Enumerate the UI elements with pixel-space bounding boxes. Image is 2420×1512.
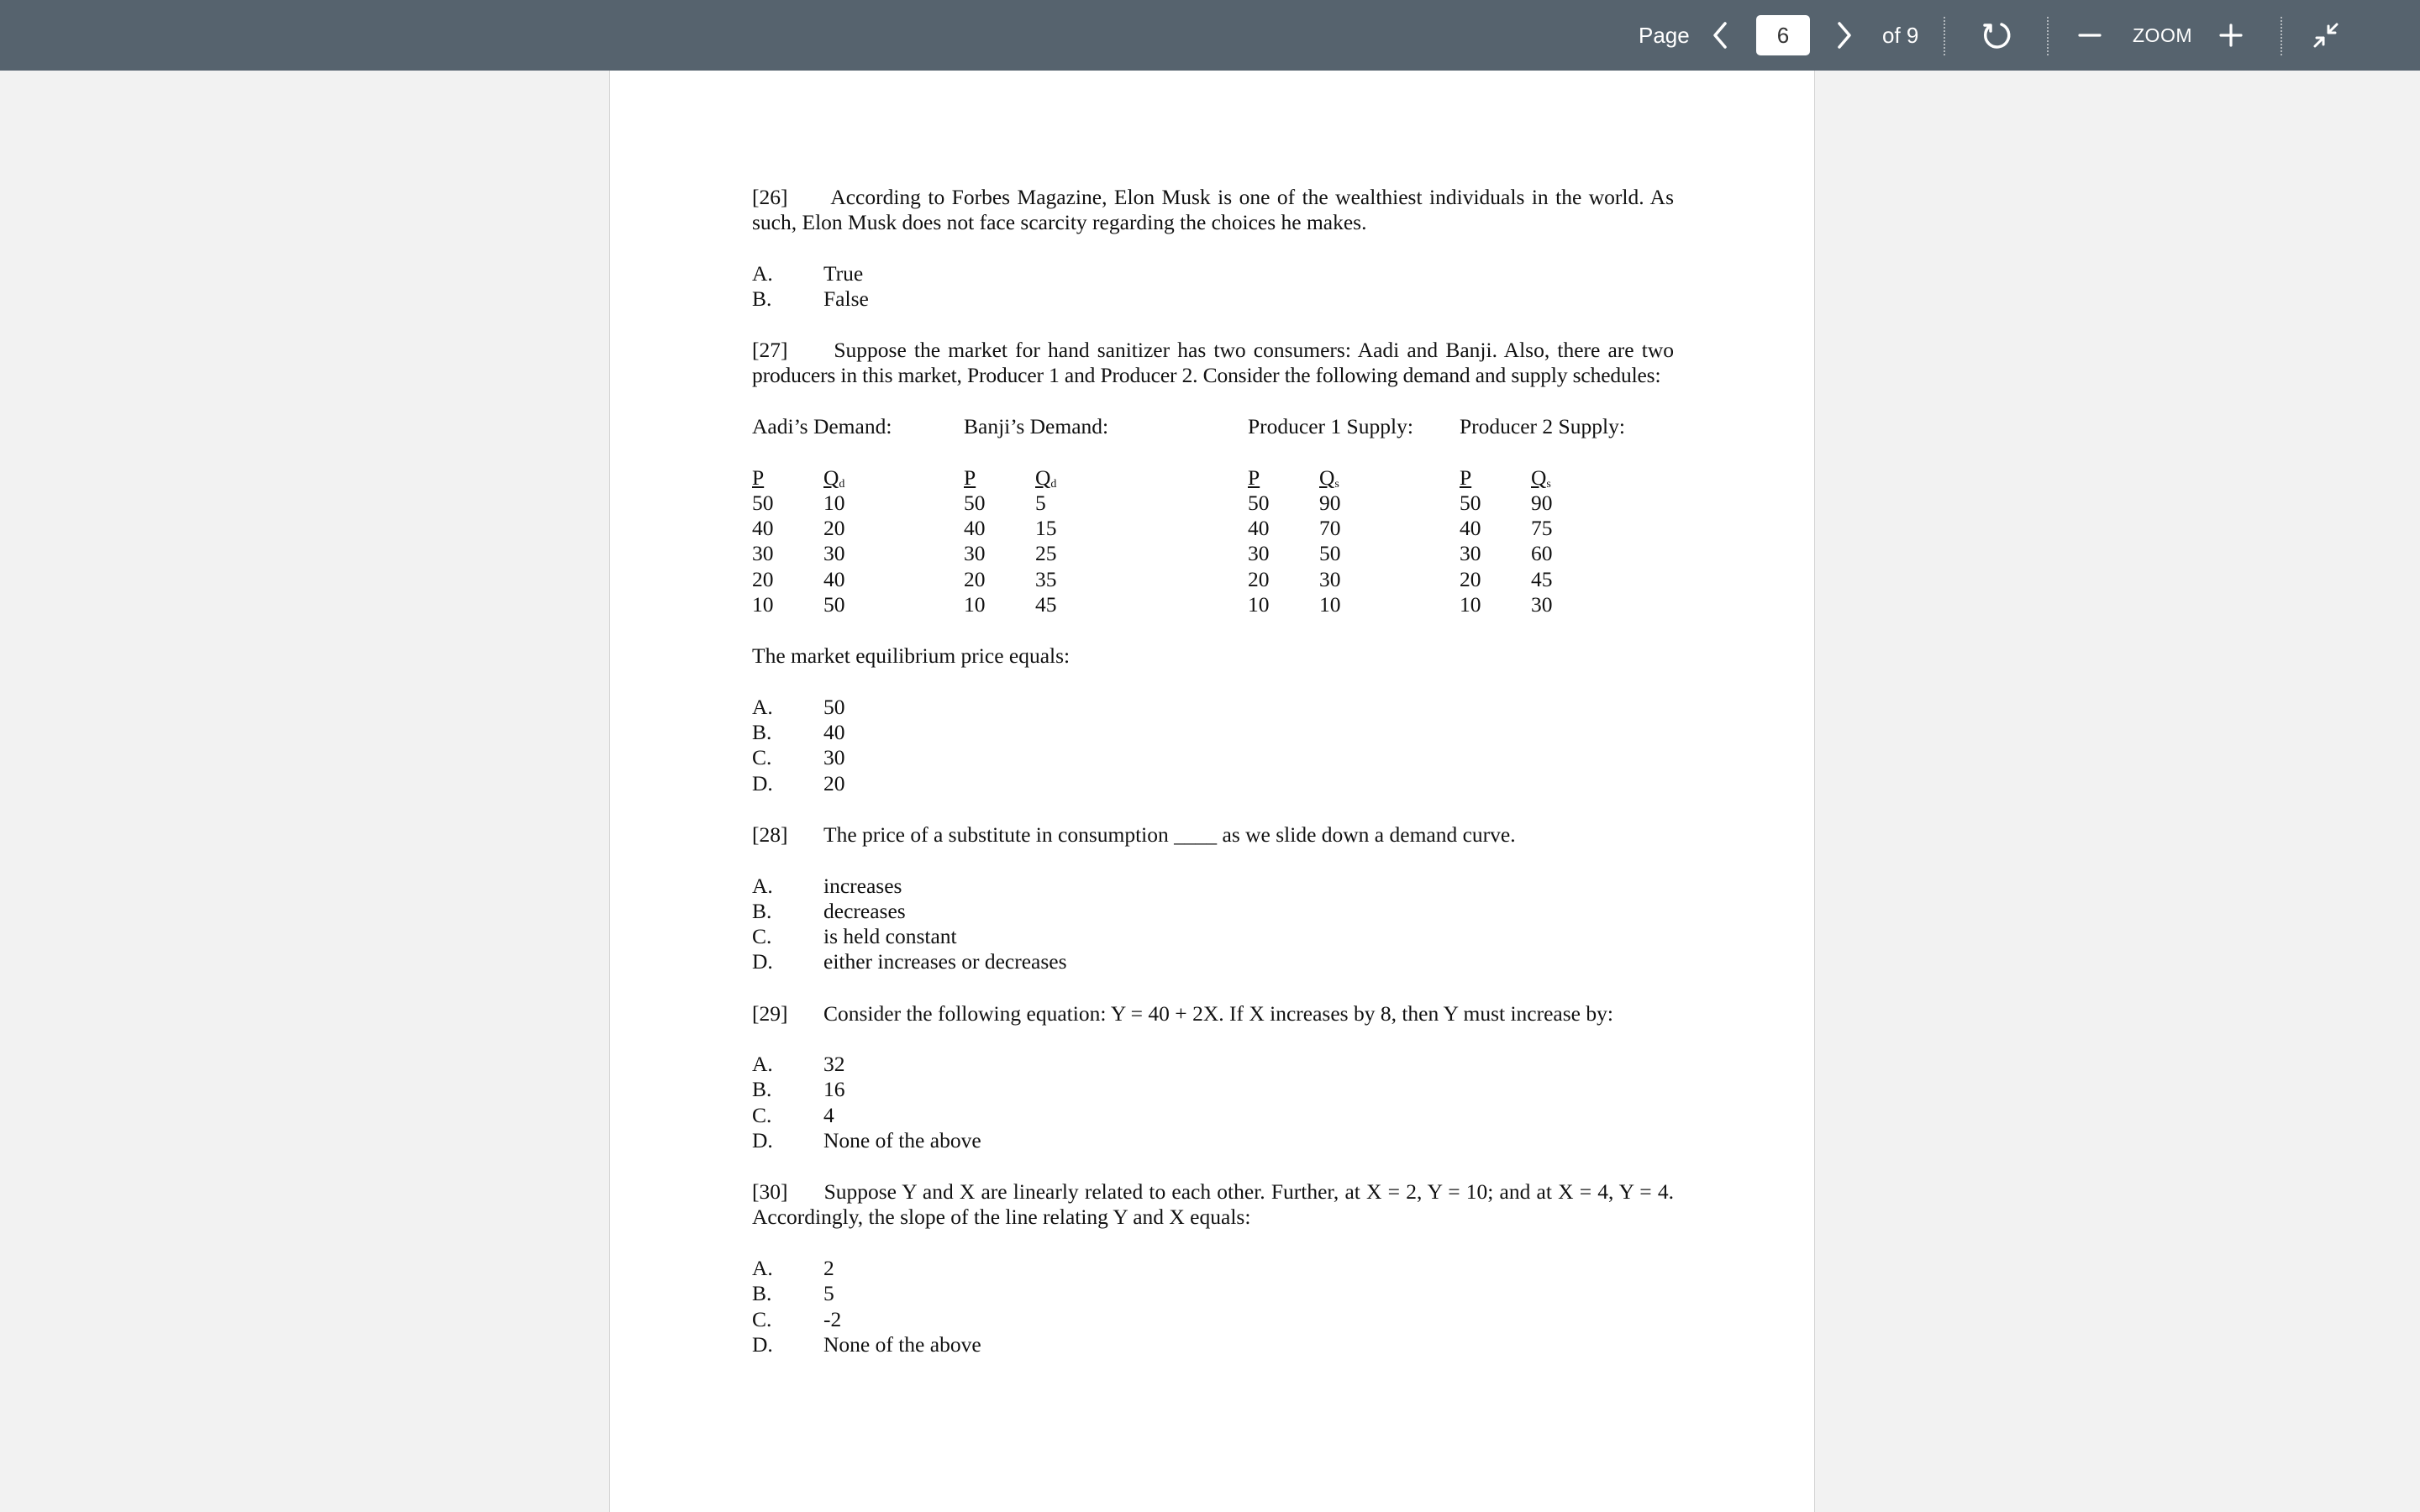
option-text: False [823, 286, 869, 311]
table-header-q: $Q_s$ [1319, 465, 1339, 491]
zoom-label: ZOOM [2133, 24, 2192, 46]
question-number: [28] [752, 822, 788, 847]
option-letter: A. [752, 874, 773, 898]
question-28-text: The price of a substitute in consumption ____ as we slide down a demand curve. [823, 822, 1516, 847]
table-header-p: P [964, 465, 976, 490]
rotate-icon [1980, 18, 2013, 52]
table-cell: 75 [1531, 516, 1553, 540]
table-cell: 45 [1035, 592, 1057, 617]
option-text: decreases [823, 899, 906, 923]
option-text: 5 [823, 1281, 834, 1305]
table-cell: 70 [1319, 516, 1341, 540]
table-cell: 50 [1319, 541, 1341, 565]
table-cell: 20 [964, 567, 986, 591]
pdf-toolbar [0, 0, 2420, 71]
question-27-line-1 [752, 338, 1674, 363]
option-text: True [823, 261, 864, 286]
toolbar-divider [2281, 17, 2282, 55]
table-cell: 15 [1035, 516, 1057, 540]
option-text: 32 [823, 1052, 845, 1076]
question-29-text: Consider the following equation: Y = 40 + 2X. If X increases by 8, then Y must increase by: [823, 1001, 1613, 1026]
table-cell: 10 [1248, 592, 1270, 617]
table-cell: 40 [752, 516, 774, 540]
next-page-button[interactable] [1830, 0, 1859, 71]
exit-fullscreen-button[interactable] [2307, 0, 2344, 71]
table-cell: 20 [1248, 567, 1270, 591]
plus-icon [2219, 24, 2243, 47]
zoom-out-button[interactable] [2075, 0, 2104, 71]
previous-page-button[interactable] [1706, 0, 1734, 71]
table-cell: 50 [752, 491, 774, 515]
table-header-p: P [1248, 465, 1260, 490]
option-letter: A. [752, 1052, 773, 1076]
option-text: increases [823, 874, 902, 898]
question-number: [27] [752, 338, 788, 362]
option-text: 16 [823, 1077, 845, 1101]
table-title: Aadi’s Demand: [752, 414, 892, 438]
page-number-input[interactable] [1756, 15, 1810, 55]
option-text: 50 [823, 695, 845, 719]
table-header-p: P [752, 465, 765, 490]
table-cell: 30 [1460, 541, 1481, 565]
table-cell: 30 [1531, 592, 1553, 617]
option-letter: B. [752, 1077, 772, 1101]
table-cell: 30 [752, 541, 774, 565]
question-26-line-2: such, Elon Musk does not face scarcity regarding the choices he makes. [752, 210, 1367, 234]
table-header-q: $Q_d$ [823, 465, 845, 491]
option-letter: D. [752, 771, 773, 795]
table-cell: 50 [1460, 491, 1481, 515]
table-cell: 50 [1248, 491, 1270, 515]
question-text: According to Forbes Magazine, Elon Musk is one of the wealthiest individuals in the world. As [830, 185, 1675, 209]
table-cell: 45 [1531, 567, 1553, 591]
table-cell: 10 [1460, 592, 1481, 617]
option-text: 20 [823, 771, 845, 795]
question-27-line-2: producers in this market, Producer 1 and Producer 2. Consider the following demand and supply schedules: [752, 363, 1661, 387]
question-30-line-2: Accordingly, the slope of the line relating Y and X equals: [752, 1205, 1251, 1229]
question-27-prompt: The market equilibrium price equals: [752, 643, 1071, 668]
option-text: either increases or decreases [823, 949, 1067, 974]
table-cell: 30 [964, 541, 986, 565]
rotate-button[interactable] [1978, 0, 2015, 71]
table-cell: 40 [1460, 516, 1481, 540]
table-cell: 40 [823, 567, 845, 591]
question-text: Suppose Y and X are linearly related to each other. Further, at X = 2, Y = 10; and at X = 4, Y = 4. [823, 1179, 1674, 1204]
option-letter: D. [752, 1128, 773, 1152]
chevron-left-icon [1712, 21, 1728, 50]
option-letter: A. [752, 261, 773, 286]
option-letter: D. [752, 1332, 773, 1357]
table-cell: 10 [752, 592, 774, 617]
option-letter: C. [752, 1307, 772, 1331]
minus-icon [2078, 24, 2102, 47]
table-cell: 50 [964, 491, 986, 515]
option-letter: C. [752, 924, 772, 948]
option-text: 30 [823, 745, 845, 769]
table-cell: 40 [964, 516, 986, 540]
table-cell: 30 [1248, 541, 1270, 565]
question-26-line-1 [752, 185, 1674, 210]
option-text: None of the above [823, 1332, 981, 1357]
option-letter: C. [752, 1103, 772, 1127]
table-header-q: $Q_d$ [1035, 465, 1057, 491]
option-text: -2 [823, 1307, 842, 1331]
option-text: 2 [823, 1256, 834, 1280]
table-cell: 35 [1035, 567, 1057, 591]
table-header-p: P [1460, 465, 1472, 490]
toolbar-divider [1944, 17, 1945, 55]
option-letter: B. [752, 286, 772, 311]
option-letter: C. [752, 745, 772, 769]
question-30-line-1 [752, 1179, 1674, 1205]
option-letter: D. [752, 949, 773, 974]
option-letter: A. [752, 1256, 773, 1280]
table-cell: 10 [823, 491, 845, 515]
page-count-label: of 9 [1882, 22, 1919, 48]
question-number: [26] [752, 185, 788, 209]
toolbar-divider [2047, 17, 2049, 55]
option-text: 40 [823, 720, 845, 744]
table-title: Producer 1 Supply: [1248, 414, 1413, 438]
zoom-in-button[interactable] [2217, 0, 2245, 71]
table-cell: 10 [964, 592, 986, 617]
option-letter: A. [752, 695, 773, 719]
table-cell: 5 [1035, 491, 1046, 515]
question-number: [30] [752, 1179, 788, 1204]
option-letter: B. [752, 1281, 772, 1305]
option-text: 4 [823, 1103, 834, 1127]
table-cell: 90 [1531, 491, 1553, 515]
table-cell: 20 [752, 567, 774, 591]
table-title: Producer 2 Supply: [1460, 414, 1625, 438]
table-cell: 30 [823, 541, 845, 565]
table-cell: 60 [1531, 541, 1553, 565]
table-cell: 20 [1460, 567, 1481, 591]
table-cell: 90 [1319, 491, 1341, 515]
table-cell: 20 [823, 516, 845, 540]
chevron-right-icon [1836, 21, 1853, 50]
table-cell: 40 [1248, 516, 1270, 540]
table-cell: 30 [1319, 567, 1341, 591]
question-text: Suppose the market for hand sanitizer has two consumers: Aadi and Banji. Also, there are two [834, 338, 1674, 362]
table-cell: 10 [1319, 592, 1341, 617]
table-header-q: $Q_s$ [1531, 465, 1551, 491]
option-letter: B. [752, 720, 772, 744]
option-text: is held constant [823, 924, 957, 948]
table-cell: 25 [1035, 541, 1057, 565]
option-text: None of the above [823, 1128, 981, 1152]
table-cell: 50 [823, 592, 845, 617]
collapse-icon [2311, 20, 2341, 50]
page-label: Page [1639, 22, 1690, 48]
question-number: [29] [752, 1001, 788, 1026]
option-letter: B. [752, 899, 772, 923]
document-page [609, 71, 1815, 1512]
table-title: Banji’s Demand: [964, 414, 1109, 438]
